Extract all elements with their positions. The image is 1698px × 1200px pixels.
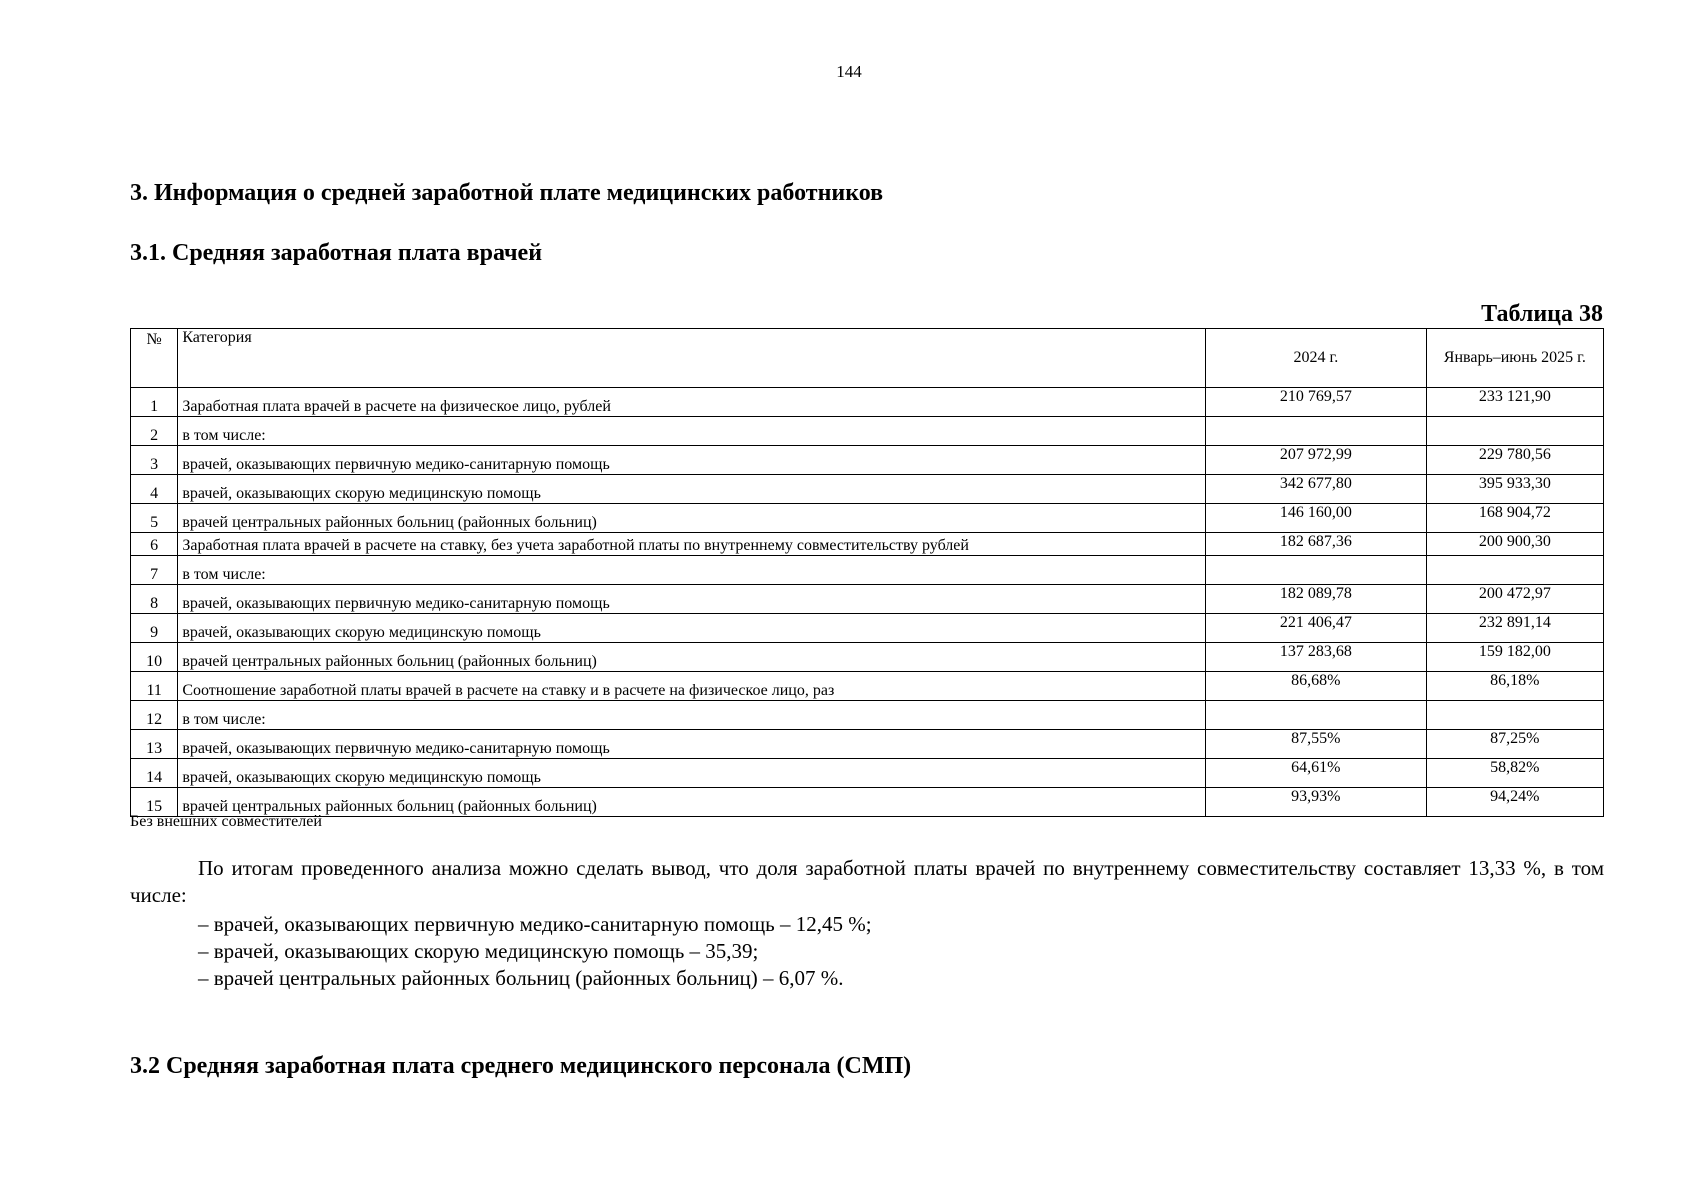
table-row — [131, 446, 1604, 475]
row-value-2025-half — [1426, 701, 1603, 730]
row-value-2024 — [1206, 701, 1427, 730]
row-category: врачей, оказывающих первичную медико-санитарную помощь — [178, 730, 1206, 759]
row-number: 7 — [131, 556, 178, 585]
bullet-item: – врачей, оказывающих первичную медико-санитарную помощь – 12,45 %; — [198, 912, 872, 936]
section-heading: 3. Информация о средней заработной плате медицинских работников — [130, 180, 884, 206]
table-caption: Таблица 38 — [1481, 301, 1603, 327]
row-value-2024: 137 283,68 — [1206, 643, 1427, 672]
table-row — [131, 730, 1604, 759]
subsection-heading: 3.1. Средняя заработная плата врачей — [130, 240, 543, 266]
row-number: 6 — [131, 533, 178, 556]
row-category: в том числе: — [178, 556, 1206, 585]
table-body — [131, 388, 1604, 817]
row-category: Соотношение заработной платы врачей в расчете на ставку и в расчете на физическое лицо, раз — [178, 672, 1206, 701]
row-value-2024: 342 677,80 — [1206, 475, 1427, 504]
row-number: 11 — [131, 672, 178, 701]
table-note: Без внешних совместителей — [130, 813, 322, 830]
row-value-2025-half: 94,24% — [1426, 788, 1603, 817]
row-number: 13 — [131, 730, 178, 759]
row-number: 1 — [131, 388, 178, 417]
table-row — [131, 614, 1604, 643]
row-value-2025-half — [1426, 417, 1603, 446]
bullet-item: – врачей центральных районных больниц (районных больниц) – 6,07 %. — [198, 966, 844, 990]
row-number: 8 — [131, 585, 178, 614]
row-value-2024: 207 972,99 — [1206, 446, 1427, 475]
header-2025-half: Январь–июнь 2025 г. — [1426, 329, 1603, 388]
row-number: 15 — [131, 788, 178, 817]
row-category: врачей, оказывающих скорую медицинскую помощь — [178, 475, 1206, 504]
row-value-2024: 210 769,57 — [1206, 388, 1427, 417]
table-row — [131, 759, 1604, 788]
row-number: 9 — [131, 614, 178, 643]
row-value-2024: 182 089,78 — [1206, 585, 1427, 614]
row-value-2025-half: 200 472,97 — [1426, 585, 1603, 614]
row-value-2024: 182 687,36 — [1206, 533, 1427, 556]
row-number: 3 — [131, 446, 178, 475]
row-number: 2 — [131, 417, 178, 446]
row-value-2025-half: 159 182,00 — [1426, 643, 1603, 672]
row-category: врачей центральных районных больниц (районных больниц) — [178, 643, 1206, 672]
table-row — [131, 788, 1604, 817]
page-number: 144 — [836, 62, 862, 81]
row-category: врачей, оказывающих скорую медицинскую помощь — [178, 759, 1206, 788]
row-value-2025-half — [1426, 556, 1603, 585]
row-value-2024 — [1206, 556, 1427, 585]
table-row — [131, 643, 1604, 672]
row-category: в том числе: — [178, 701, 1206, 730]
row-value-2024: 64,61% — [1206, 759, 1427, 788]
row-value-2025-half: 58,82% — [1426, 759, 1603, 788]
row-value-2025-half: 229 780,56 — [1426, 446, 1603, 475]
row-value-2024 — [1206, 417, 1427, 446]
salary-table — [130, 328, 1604, 817]
bullet-item: – врачей, оказывающих скорую медицинскую помощь – 35,39; — [198, 939, 759, 963]
analysis-bullets — [198, 911, 872, 992]
header-2024: 2024 г. — [1206, 329, 1427, 388]
row-category: Заработная плата врачей в расчете на ставку, без учета заработной платы по внутреннему совместительству рублей — [178, 533, 1206, 556]
table-row — [131, 701, 1604, 730]
header-category: Категория — [178, 329, 1206, 388]
row-number: 4 — [131, 475, 178, 504]
table-row — [131, 417, 1604, 446]
row-value-2025-half: 233 121,90 — [1426, 388, 1603, 417]
table-row — [131, 585, 1604, 614]
row-category: в том числе: — [178, 417, 1206, 446]
row-value-2025-half: 200 900,30 — [1426, 533, 1603, 556]
row-number: 12 — [131, 701, 178, 730]
table-row — [131, 672, 1604, 701]
row-category: врачей, оказывающих скорую медицинскую помощь — [178, 614, 1206, 643]
row-number: 5 — [131, 504, 178, 533]
row-category: Заработная плата врачей в расчете на физическое лицо, рублей — [178, 388, 1206, 417]
table-row — [131, 533, 1604, 556]
row-value-2025-half: 232 891,14 — [1426, 614, 1603, 643]
table-row — [131, 388, 1604, 417]
row-value-2024: 221 406,47 — [1206, 614, 1427, 643]
row-value-2024: 86,68% — [1206, 672, 1427, 701]
row-value-2024: 87,55% — [1206, 730, 1427, 759]
row-value-2024: 93,93% — [1206, 788, 1427, 817]
next-subsection-heading: 3.2 Средняя заработная плата среднего медицинского персонала (СМП) — [130, 1053, 912, 1079]
row-value-2025-half: 395 933,30 — [1426, 475, 1603, 504]
table-row — [131, 504, 1604, 533]
table-row — [131, 475, 1604, 504]
table-header-row — [131, 329, 1604, 388]
table-row — [131, 556, 1604, 585]
row-category: врачей, оказывающих первичную медико-санитарную помощь — [178, 585, 1206, 614]
row-number: 10 — [131, 643, 178, 672]
row-value-2025-half: 168 904,72 — [1426, 504, 1603, 533]
analysis-paragraph: По итогам проведенного анализа можно сделать вывод, что доля заработной платы врачей по внутреннему совместительству составляет 13,33 %, в том числе: — [130, 856, 1604, 907]
row-category: врачей центральных районных больниц (районных больниц) — [178, 788, 1206, 817]
row-category: врачей центральных районных больниц (районных больниц) — [178, 504, 1206, 533]
row-value-2025-half: 87,25% — [1426, 730, 1603, 759]
row-value-2024: 146 160,00 — [1206, 504, 1427, 533]
header-num: № — [131, 329, 178, 388]
row-number: 14 — [131, 759, 178, 788]
row-category: врачей, оказывающих первичную медико-санитарную помощь — [178, 446, 1206, 475]
row-value-2025-half: 86,18% — [1426, 672, 1603, 701]
